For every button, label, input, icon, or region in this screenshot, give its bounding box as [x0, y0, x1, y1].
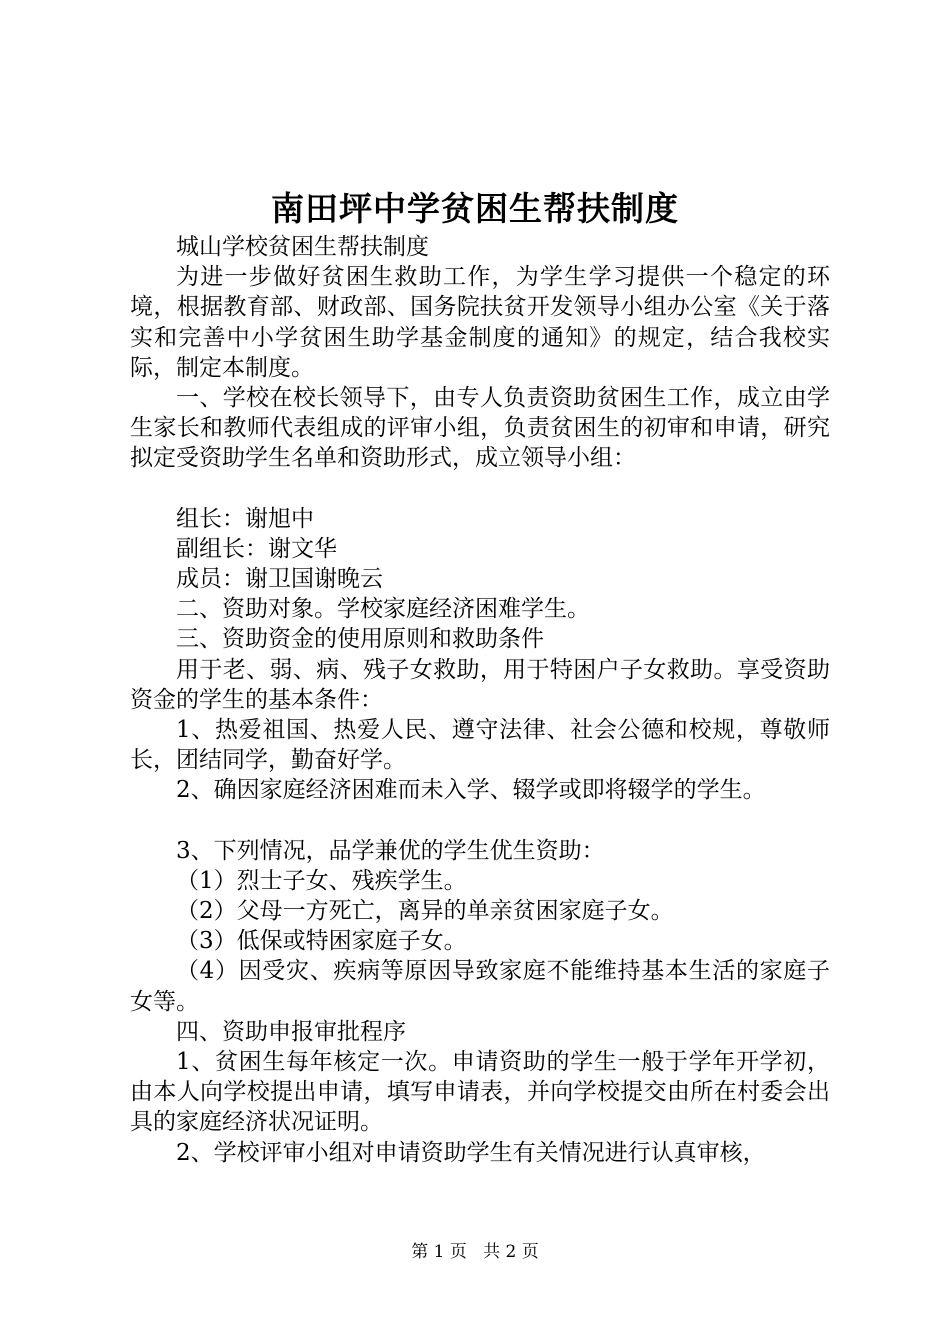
members-line: 成员：谢卫国谢晚云 — [176, 566, 383, 593]
case-4-item: （4）因受灾、疾病等原因导致家庭不能维持基本生活的家庭子女等。 — [130, 958, 830, 1015]
case-1-item: （1）烈士子女、残疾学生。 — [176, 867, 467, 894]
subtitle-paragraph: 城山学校贫困生帮扶制度 — [176, 234, 429, 260]
case-2-item: （2）父母一方死亡，离异的单亲贫困家庭子女。 — [176, 898, 674, 925]
condition-3-paragraph: 3、下列情况，品学兼优的学生优生资助： — [176, 837, 605, 864]
case-3-item: （3）低保或特困家庭子女。 — [176, 928, 467, 955]
section-1-paragraph: 一、学校在校长领导下，由专人负责资助贫困生工作，成立由学生家长和教师代表组成的评审小组，负责贫困生的初审和申请，研究拟定受资助学生名单和资助形式，成立领导小组： — [130, 385, 830, 472]
procedure-1-paragraph: 1、贫困生每年核定一次。申请资助的学生一般于学年开学初，由本人向学校提出申请，填写申请表，并向学校提交由所在村委会出具的家庭经济状况证明。 — [130, 1049, 830, 1136]
document-title: 南田坪中学贫困生帮扶制度 — [271, 189, 679, 228]
page-number-label: 第 1 页 共 2 页 — [411, 1242, 539, 1262]
section-4-heading: 四、资助申报审批程序 — [176, 1018, 406, 1045]
document-body — [130, 232, 830, 1168]
deputy-leader-line: 副组长：谢文华 — [176, 535, 337, 562]
section-3-heading: 三、资助资金的使用原则和救助条件 — [176, 626, 544, 653]
section-3-paragraph: 用于老、弱、病、残子女救助，用于特困户子女救助。享受资助资金的学生的基本条件： — [130, 656, 830, 713]
intro-paragraph: 为进一步做好贫困生救助工作，为学生学习提供一个稳定的环境，根据教育部、财政部、国务院扶贫开发领导小组办公室《关于落实和完善中小学贫困生助学基金制度的通知》的规定，结合我校实际，制定本制度。 — [130, 264, 830, 381]
page-footer — [0, 1240, 950, 1264]
condition-1-paragraph: 1、热爱祖国、热爱人民、遵守法律、社会公德和校规，尊敬师长，团结同学，勤奋好学。 — [130, 717, 830, 774]
procedure-2-paragraph: 2、学校评审小组对申请资助学生有关情况进行认真审核， — [176, 1139, 766, 1166]
section-2-heading: 二、资助对象。学校家庭经济困难学生。 — [176, 596, 590, 623]
leader-line: 组长：谢旭中 — [176, 505, 314, 532]
condition-2-paragraph: 2、确因家庭经济困难而未入学、辍学或即将辍学的学生。 — [176, 777, 766, 804]
